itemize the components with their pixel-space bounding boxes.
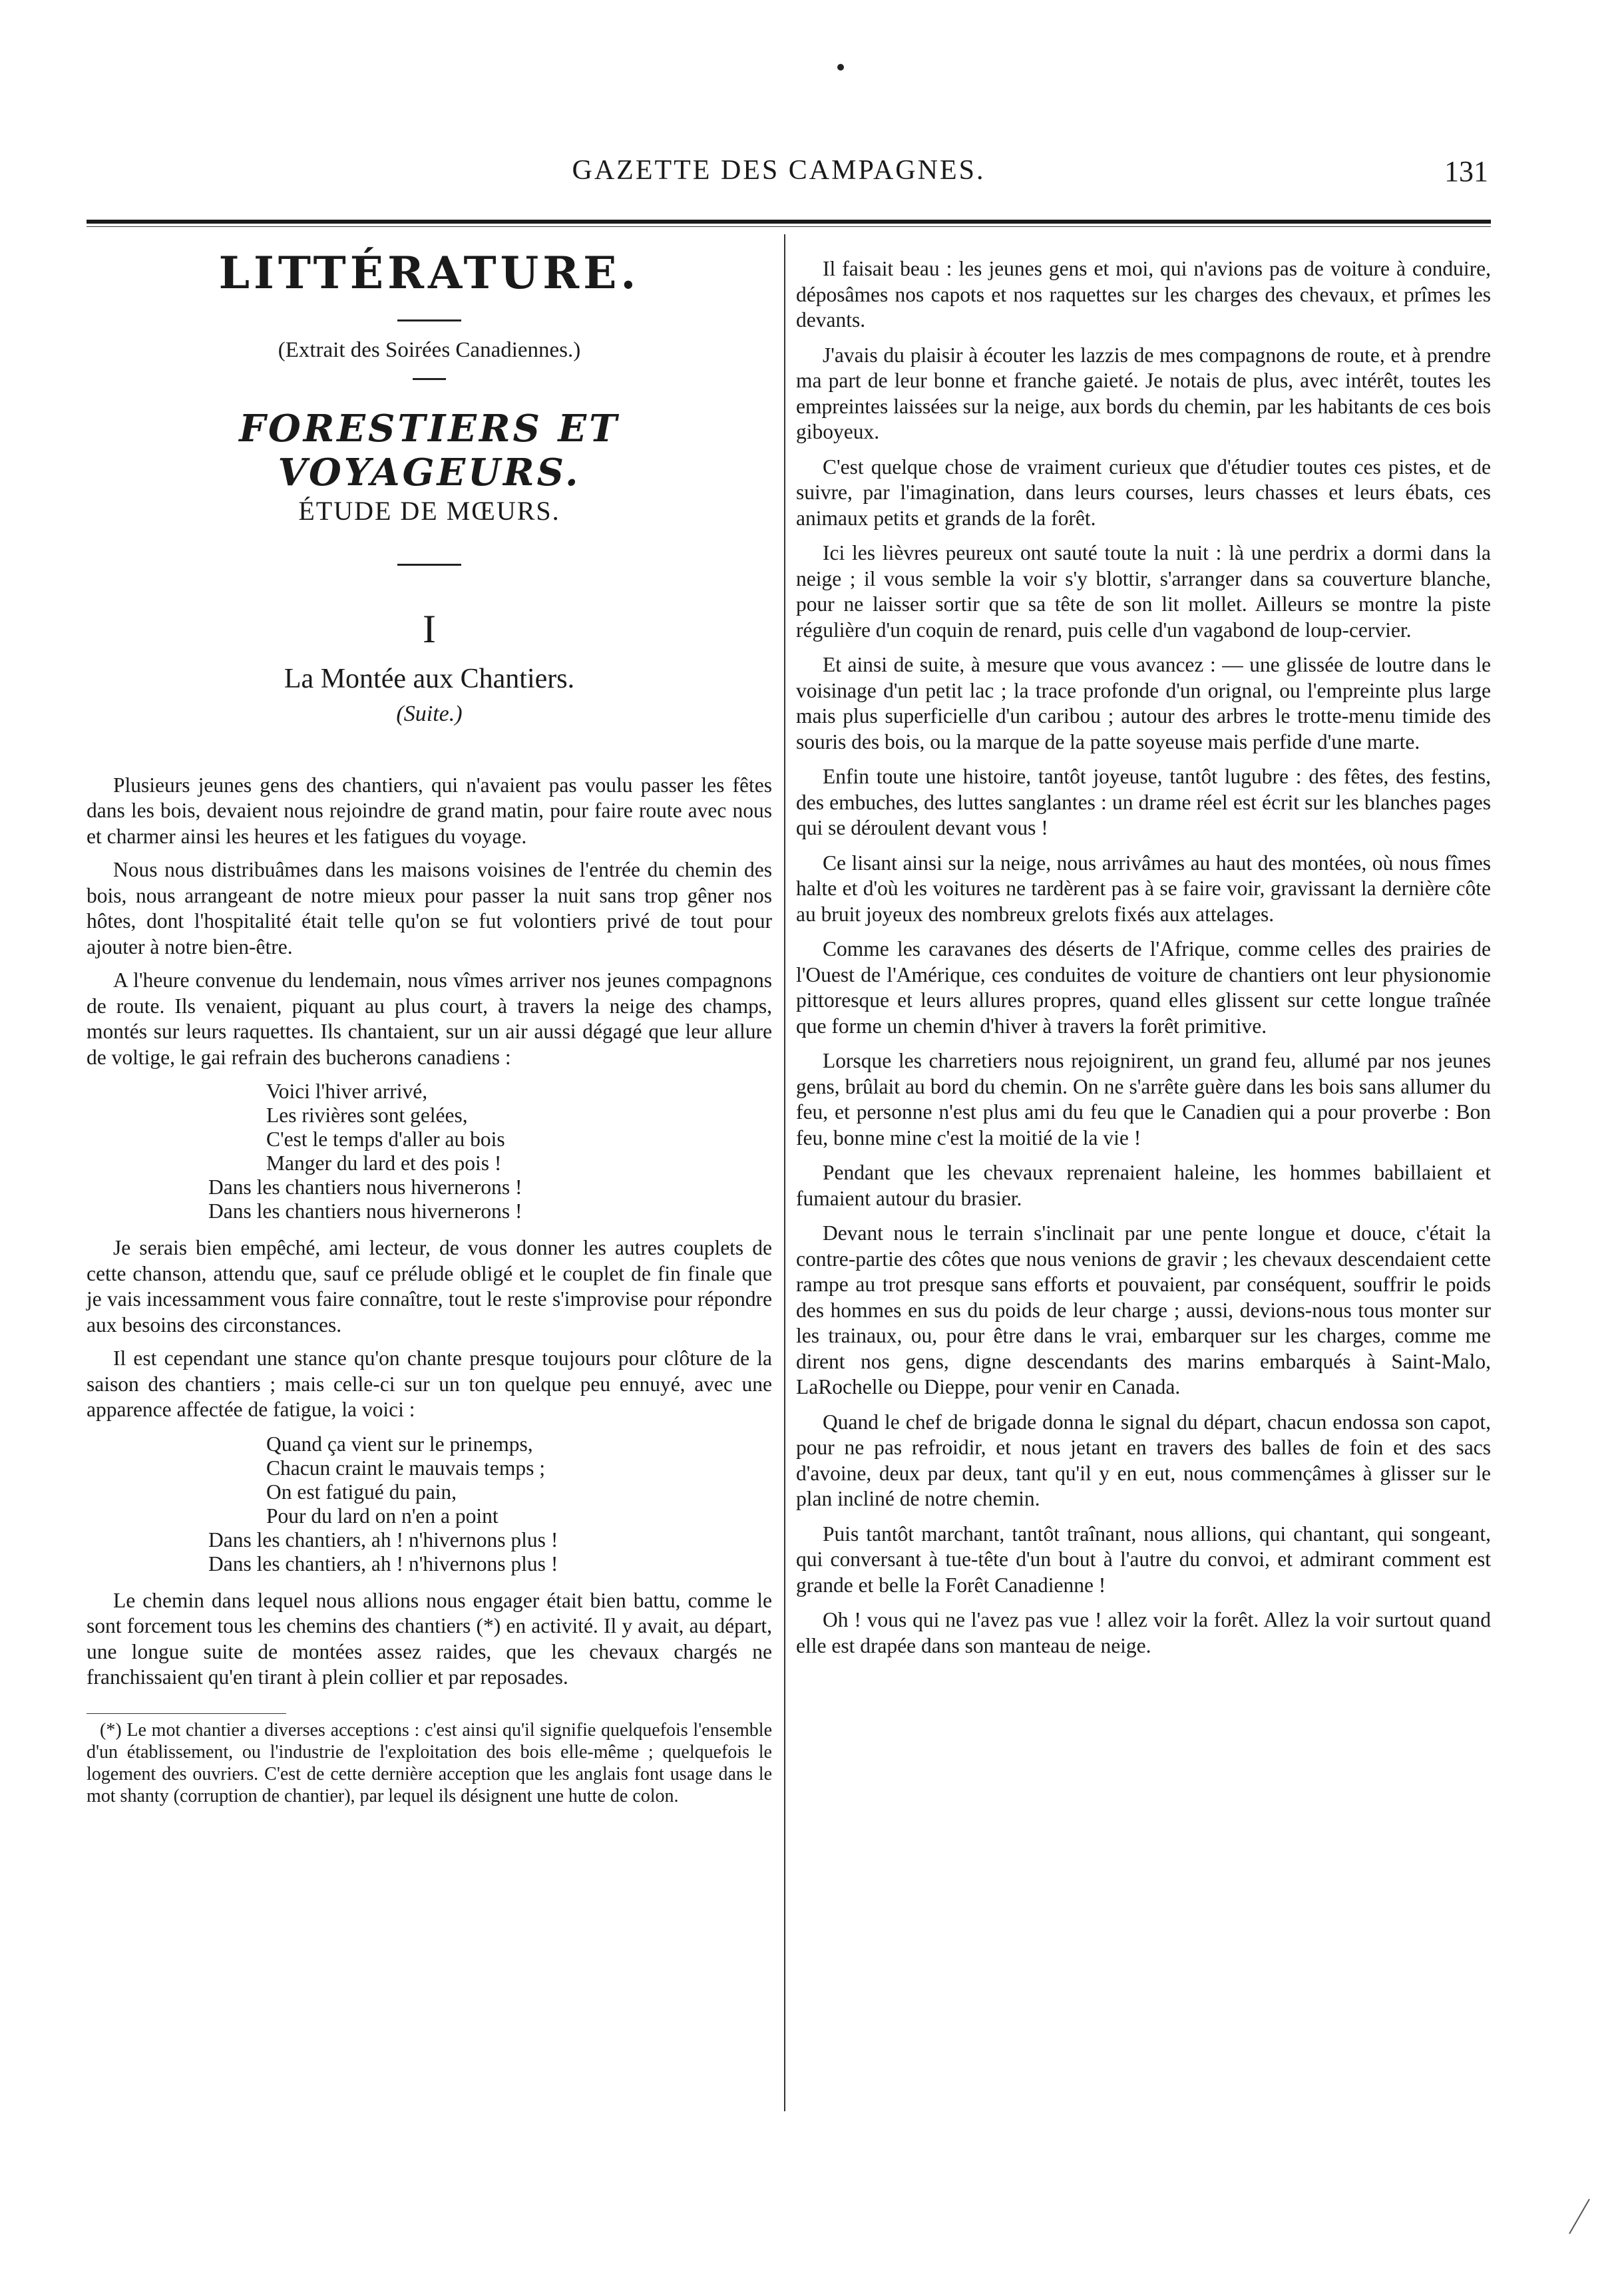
paragraph: Oh ! vous qui ne l'avez pas vue ! allez voir la forêt. Allez la voir surtout quand elle est drapée dans son manteau de neige. [796,1608,1491,1657]
running-head [0,154,1624,194]
left-column [87,246,772,1807]
paragraph: C'est quelque chose de vraiment curieux que d'étudier toutes ces pistes, et de suivre, par l'imagination, dans leurs courses, leurs chasses et leurs ébats, ces animaux petits et grands de la forêt. [796,455,1491,530]
verse-line: Dans les chantiers, ah ! n'hivernons plus ! [208,1551,558,1575]
page-number: 131 [1444,155,1488,188]
verse-line: Quand ça vient sur le prinemps, [266,1432,533,1456]
verse-line: Dans les chantiers nous hivernerons ! [208,1199,522,1223]
ink-dot [837,64,844,71]
verse-line: Dans les chantiers nous hivernerons ! [208,1175,522,1199]
chapter-title: La Montée aux Chantiers. [284,664,575,694]
verse-line: Les rivières sont gelées, [266,1104,468,1127]
paragraph: J'avais du plaisir à écouter les lazzis de mes compagnons de route, et à prendre ma part de leur bonne et franche gaieté. Je notais de plus, avec intérêt, toutes les empreintes laissées sur la neige, aux bords du chemin, par les habitants de ces bois giboyeux. [796,343,1491,443]
chapter-number: I [423,607,436,651]
article-kicker: ÉTUDE DE MŒURS. [298,495,560,526]
short-rule [397,564,461,566]
margin-mark [1569,2199,1590,2234]
source-note: (Extrait des Soirées Canadiennes.) [278,338,581,362]
verse-line: C'est le temps d'aller au bois [266,1128,505,1151]
paragraph: Le chemin dans lequel nous allions nous engager était bien battu, comme le sont forcement tous les chemins des chantiers (*) en activité. Il y avait, au départ, une longue suite de montées assez raides, que les chevaux chargés ne franchissaient qu'en tirant à plein collier et par reposades. [87,1588,772,1689]
paragraph: Puis tantôt marchant, tantôt traînant, nous allions, qui chantant, qui songeant, qui conversant à tue-tête d'un bout à l'autre du convoi, et admirant comment est grande et belle la Forêt Canadienne ! [796,1522,1491,1597]
paragraph: Lorsque les charretiers nous rejoignirent, un grand feu, allumé par nos jeunes gens, brûlait au bord du chemin. On ne s'arrête guère dans les bois sans allumer du feu, et personne n'est plus ami du feu que le Canadien qui a pour proverbe : Bon feu, bonne mine c'est la moitié de la vie ! [796,1049,1491,1149]
footnote-rule [87,1713,286,1714]
paragraph: Pendant que les chevaux reprenaient haleine, les hommes babillaient et fumaient autour du brasier. [796,1161,1491,1210]
paragraph: Ce lisant ainsi sur la neige, nous arrivâmes au haut des montées, où nous fîmes halte et d'où les voitures ne tardèrent pas à se faire voir, gravissant la dernière côte au bruit joyeux des nombreux grelots fixés aux attelages. [796,851,1491,926]
header-rule-thin [87,226,1491,227]
paragraph: Enfin toute une histoire, tantôt joyeuse, tantôt lugubre : des fêtes, des festins, des embuches, des luttes sanglantes : un drame réel est écrit sur les blanches pages qui se déroulent devant vous ! [796,765,1491,839]
paragraph: Quand le chef de brigade donna le signal du départ, chacun endossa son capot, pour ne pas refroidir, et nous jetant en travers des balles de foin et des sacs d'avoine, deux par deux, tant qu'il y en eut, nous commençâmes à glisser sur le plan incliné de notre chemin. [796,1410,1491,1510]
paragraph: A l'heure convenue du lendemain, nous vîmes arriver nos jeunes compagnons de route. Ils venaient, piquant au plus court, à travers la neige des champs, montés sur leurs raquettes. Ils chantaient, sur un air aussi dégagé que leur allure de voltige, le gai refrain des bucherons canadiens : [87,968,772,1069]
verse-line: Chacun craint le mauvais temps ; [266,1456,546,1480]
paragraph: Il faisait beau : les jeunes gens et moi, qui n'avions pas de voiture à conduire, déposâmes nos capots et nos raquettes sur les charges des chevaux, et prîmes les devants. [796,257,1491,331]
paragraph: Nous nous distribuâmes dans les maisons voisines de l'entrée du chemin des bois, nous arrangeant de notre mieux pour passer la nuit sans trop gêner nos hôtes, dont l'hospitalité était telle qu'on se fut volontiers privé de tout pour ajouter à notre bien-être. [87,858,772,958]
continued-note: (Suite.) [396,702,463,726]
verse-line: Voici l'hiver arrivé, [266,1080,428,1103]
song-verse [87,1080,772,1223]
verse-line: Dans les chantiers, ah ! n'hivernons plus ! [208,1528,558,1551]
paragraph: Comme les caravanes des déserts de l'Afrique, comme celles des prairies de l'Ouest de l'Amérique, ces conduites de voiture de chantiers ont leur physionomie pittoresque et leurs allures propres, quand elles glissent sur cette longue traînée que forme un chemin d'hiver à travers la forêt primitive. [796,937,1491,1038]
verse-line: On est fatigué du pain, [266,1480,457,1504]
paragraph: Ici les lièvres peureux ont sauté toute la nuit : là une perdrix a dormi dans la neige ; il vous semble la voir s'y blottir, s'arranger dans sa couverture blanche, pour ne laisser sortir que sa tête de son lit mollet. Ailleurs se montre la piste régulière d'un coquin de renard, puis celle d'un vagabond de loup-cervier. [796,541,1491,642]
section-title: LITTÉRATURE. [218,247,640,299]
column-divider [784,234,785,2111]
paragraph: Je serais bien empêché, ami lecteur, de vous donner les autres couplets de cette chanson, attendu que, sauf ce prélude obligé et le couplet de fin finale que je vais incessamment vous faire connaître, tout le reste s'improvise pour répondre aux besoins des circonstances. [87,1236,772,1337]
song-verse [87,1432,772,1576]
short-rule [413,378,446,380]
header-rule [87,220,1491,224]
verse-line: Manger du lard et des pois ! [266,1151,502,1175]
paragraph: Plusieurs jeunes gens des chantiers, qui n'avaient pas voulu passer les fêtes dans les bois, devaient nous rejoindre de grand matin, pour faire route avec nous et charmer ainsi les heures et les fatigues du voyage. [87,773,772,848]
publication-title: GAZETTE DES CAMPAGNES. [572,155,986,186]
paragraph: Il est cependant une stance qu'on chante presque toujours pour clôture de la saison des chantiers ; mais celle-ci sur un ton quelque peu ennuyé, avec une apparence affectée de fatigue, la voici : [87,1346,772,1421]
paragraph: Devant nous le terrain s'inclinait par une pente longue et douce, c'était la contre-partie des côtes que nous venions de gravir ; les chevaux descendaient cette rampe au trot presque sans efforts et pouvaient, par conséquent, souffrir le poids des hommes en sus du poids de leur charge ; aussi, devions-nous tous monter sur les trainaux, ou, pour être dans le vrai, embarquer sur les charges, comme me dirent nos gens, digne descendants des marins embarqués à Saint-Malo, LaRochelle ou Dieppe, pour venir en Canada. [796,1221,1491,1398]
article-title: FORESTIERS ET VOYAGEURS. [239,406,620,495]
footnote: (*) Le mot chantier a diverses acceptions : c'est ainsi qu'il signifie quelquefois l'ensemble d'un établissement, ou l'industrie de l'exploitation des bois elle-même ; quelquefois le logement des ouvriers. C'est de cette dernière acception que les anglais font usage dans le mot shanty (corruption de chantier), par lequel ils désignent une hutte de colon. [87,1719,772,1806]
verse-line: Pour du lard on n'en a point [266,1504,499,1528]
short-rule [397,319,461,321]
paragraph: Et ainsi de suite, à mesure que vous avancez : — une glissée de loutre dans le voisinage d'un petit lac ; la trace profonde d'un orignal, ou l'empreinte plus large mais plus superficielle d'un caribou ; autour des arbres le trotte-menu timide des souris des bois, ou la marque de la patte soyeuse mais perfide d'une marte. [796,653,1491,753]
right-column [796,256,1491,1668]
